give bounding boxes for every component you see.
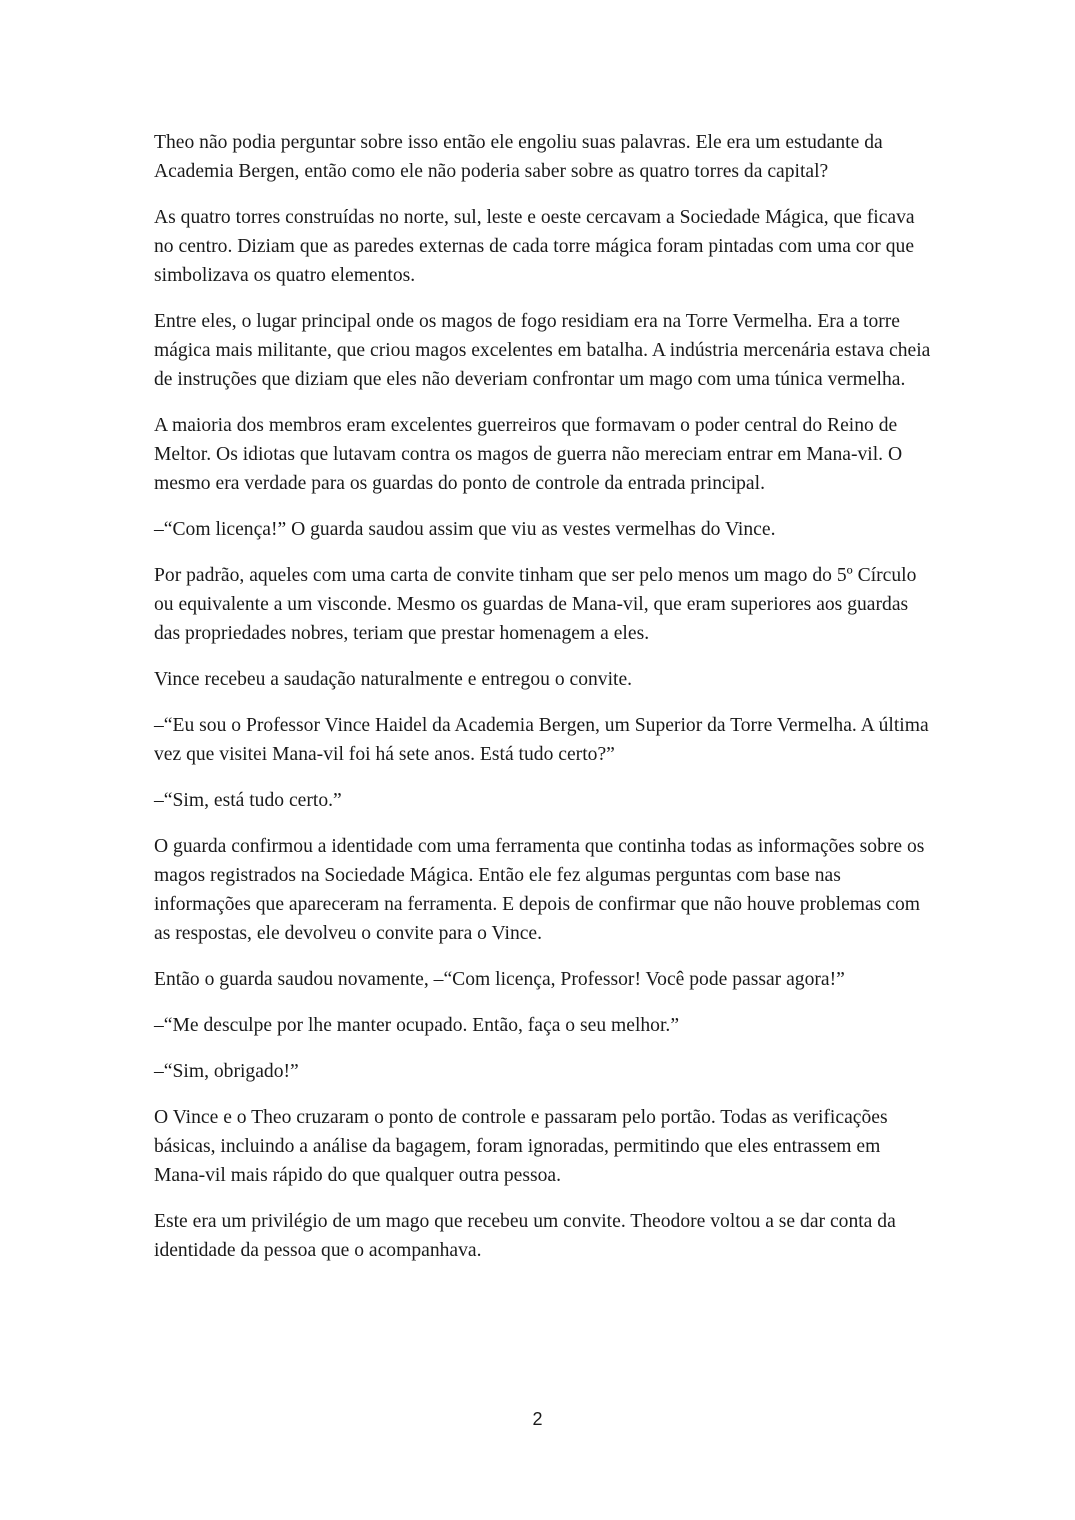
text-body [154, 128, 934, 1282]
paragraph: –“Me desculpe por lhe manter ocupado. Então, faça o seu melhor.” [154, 1015, 680, 1036]
paragraph: Vince recebeu a saudação naturalmente e entregou o convite. [154, 669, 633, 690]
paragraph: Então o guarda saudou novamente, –“Com licença, Professor! Você pode passar agora!” [154, 969, 845, 990]
paragraph: Este era um privilégio de um mago que recebeu um convite. Theodore voltou a se dar conta da identidade da pessoa que o acompanhava. [154, 1211, 896, 1261]
paragraph: Entre eles, o lugar principal onde os magos de fogo residiam era na Torre Vermelha. Era a torre mágica mais militante, que criou magos excelentes em batalha. A indústria mercenária estava cheia de instruções que diziam que eles não deveriam confrontar um mago com uma túnica vermelha. [154, 311, 931, 390]
paragraph: O guarda confirmou a identidade com uma ferramenta que continha todas as informações sobre os magos registrados na Sociedade Mágica. Então ele fez algumas perguntas com base nas informações que apareceram na ferramenta. E depois de confirmar que não houve problemas com as respostas, ele devolveu o convite para o Vince. [154, 836, 925, 944]
page-number: 2 [532, 1409, 543, 1429]
paragraph: Por padrão, aqueles com uma carta de convite tinham que ser pelo menos um mago do 5º Círculo ou equivalente a um visconde. Mesmo os guardas de Mana-vil, que eram superiores aos guardas das propriedades nobres, teriam que prestar homenagem a eles. [154, 565, 917, 644]
paragraph: –“Sim, está tudo certo.” [154, 790, 342, 811]
paragraph: As quatro torres construídas no norte, sul, leste e oeste cercavam a Sociedade Mágica, que ficava no centro. Diziam que as paredes externas de cada torre mágica foram pintadas com uma cor que simbolizava os quatro elementos. [154, 207, 915, 286]
paragraph: –“Sim, obrigado!” [154, 1061, 299, 1082]
paragraph: O Vince e o Theo cruzaram o ponto de controle e passaram pelo portão. Todas as verificações básicas, incluindo a análise da bagagem, foram ignoradas, permitindo que eles entrassem em Mana-vil mais rápido do que qualquer outra pessoa. [154, 1107, 888, 1186]
paragraph: A maioria dos membros eram excelentes guerreiros que formavam o poder central do Reino de Meltor. Os idiotas que lutavam contra os magos de guerra não mereciam entrar em Mana-vil. O mesmo era verdade para os guardas do ponto de controle da entrada principal. [154, 415, 903, 494]
paragraph: –“Com licença!” O guarda saudou assim que viu as vestes vermelhas do Vince. [154, 519, 776, 540]
paragraph: Theo não podia perguntar sobre isso então ele engoliu suas palavras. Ele era um estudante da Academia Bergen, então como ele não poderia saber sobre as quatro torres da capital? [154, 132, 883, 182]
paragraph: –“Eu sou o Professor Vince Haidel da Academia Bergen, um Superior da Torre Vermelha. A última vez que visitei Mana-vil foi há sete anos. Está tudo certo?” [154, 715, 929, 765]
